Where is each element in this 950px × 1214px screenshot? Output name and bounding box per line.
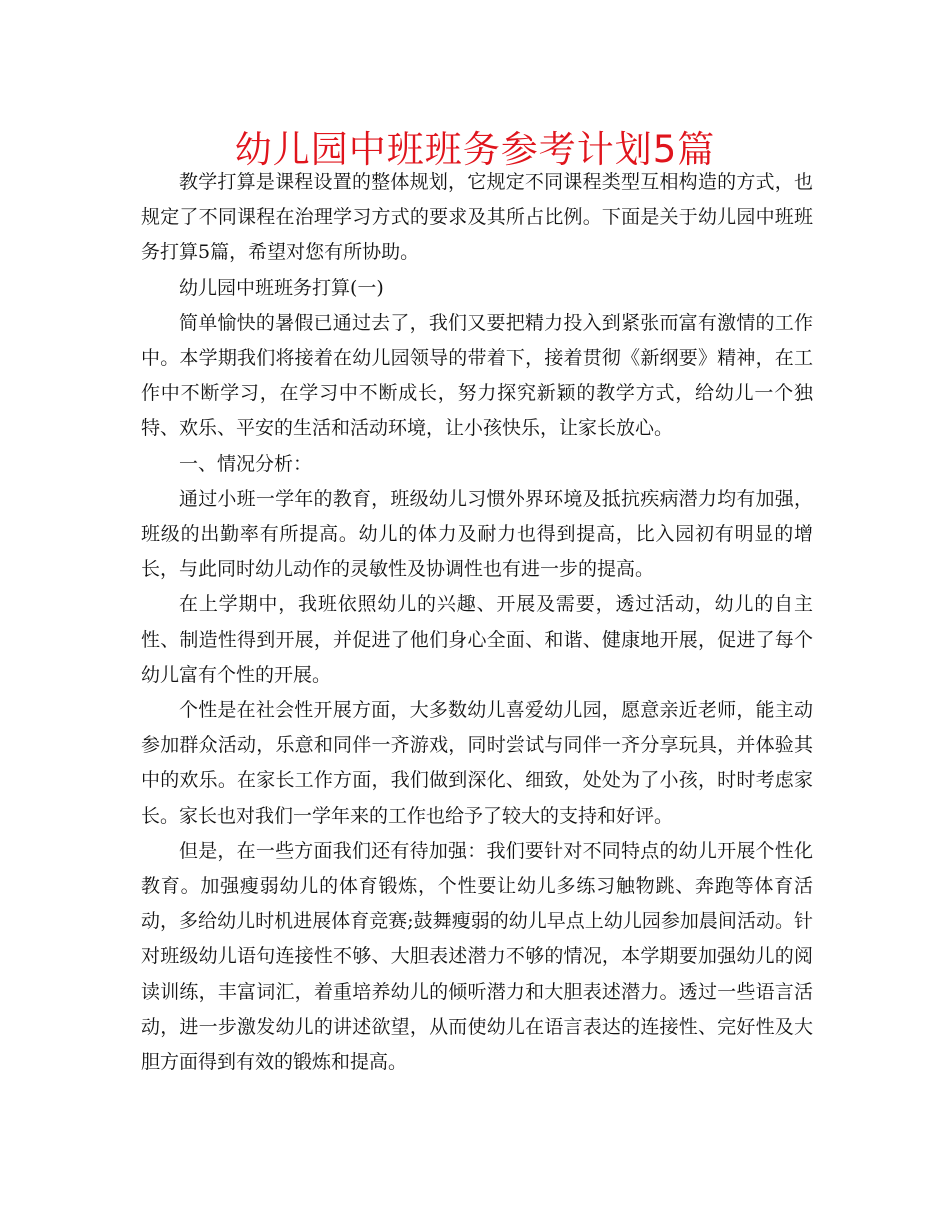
intro-paragraph: 教学打算是课程设置的整体规划，它规定不同课程类型互相构造的方式，也规定了不同课程在治理学习方式的要求及其所占比例。下面是关于幼儿园中班班务打算5篇，希望对您有所协助。: [141, 171, 813, 264]
document-body: [141, 165, 813, 1080]
document-title: 幼儿园中班班务参考计划5篇: [234, 128, 716, 171]
paragraph-1: 简单愉快的暑假已通过去了，我们又要把精力投入到紧张而富有激情的工作中。本学期我们将接着在幼儿园领导的带着下，接着贯彻《新纲要》精神，在工作中不断学习，在学习中不断成长，努力探究新颖的教学方式，给幼儿一个独特、欢乐、平安的生活和活动环境，让小孩快乐，让家长放心。: [141, 311, 813, 440]
subheading-situation-analysis: 一、情况分析：: [179, 452, 313, 475]
section-heading: 幼儿园中班班务打算(一): [179, 276, 384, 299]
paragraph-2: 通过小班一学年的教育，班级幼儿习惯外界环境及抵抗疾病潜力均有加强，班级的出勤率有所提高。幼儿的体力及耐力也得到提高，比入园初有明显的增长，与此同时幼儿动作的灵敏性及协调性也有进一步的提高。: [141, 487, 813, 581]
paragraph-4: 个性是在社会性开展方面，大多数幼儿喜爱幼儿园，愿意亲近老师，能主动参加群众活动，乐意和同伴一齐游戏，同时尝试与同伴一齐分享玩具，并体验其中的欢乐。在家长工作方面，我们做到深化、细致，处处为了小孩，时时考虑家长。家长也对我们一学年来的工作也给予了较大的支持和好评。: [141, 699, 813, 827]
paragraph-5: 但是，在一些方面我们还有待加强：我们要针对不同特点的幼儿开展个性化教育。加强瘦弱幼儿的体育锻炼，个性要让幼儿多练习触物跳、奔跑等体育活动，多给幼儿时机进展体育竞赛;鼓舞瘦弱的幼儿早点上幼儿园参加晨间活动。针对班级幼儿语句连接性不够、大胆表述潜力不够的情况，本学期要加强幼儿的阅读训练，丰富词汇，着重培养幼儿的倾听潜力和大胆表述潜力。透过一些语言活动，进一步激发幼儿的讲述欲望，从而使幼儿在语言表达的连接性、完好性及大胆方面得到有效的锻炼和提高。: [141, 839, 813, 1074]
paragraph-3: 在上学期中，我班依照幼儿的兴趣、开展及需要，透过活动，幼儿的自主性、制造性得到开展，并促进了他们身心全面、和谐、健康地开展，促进了每个幼儿富有个性的开展。: [141, 593, 813, 686]
